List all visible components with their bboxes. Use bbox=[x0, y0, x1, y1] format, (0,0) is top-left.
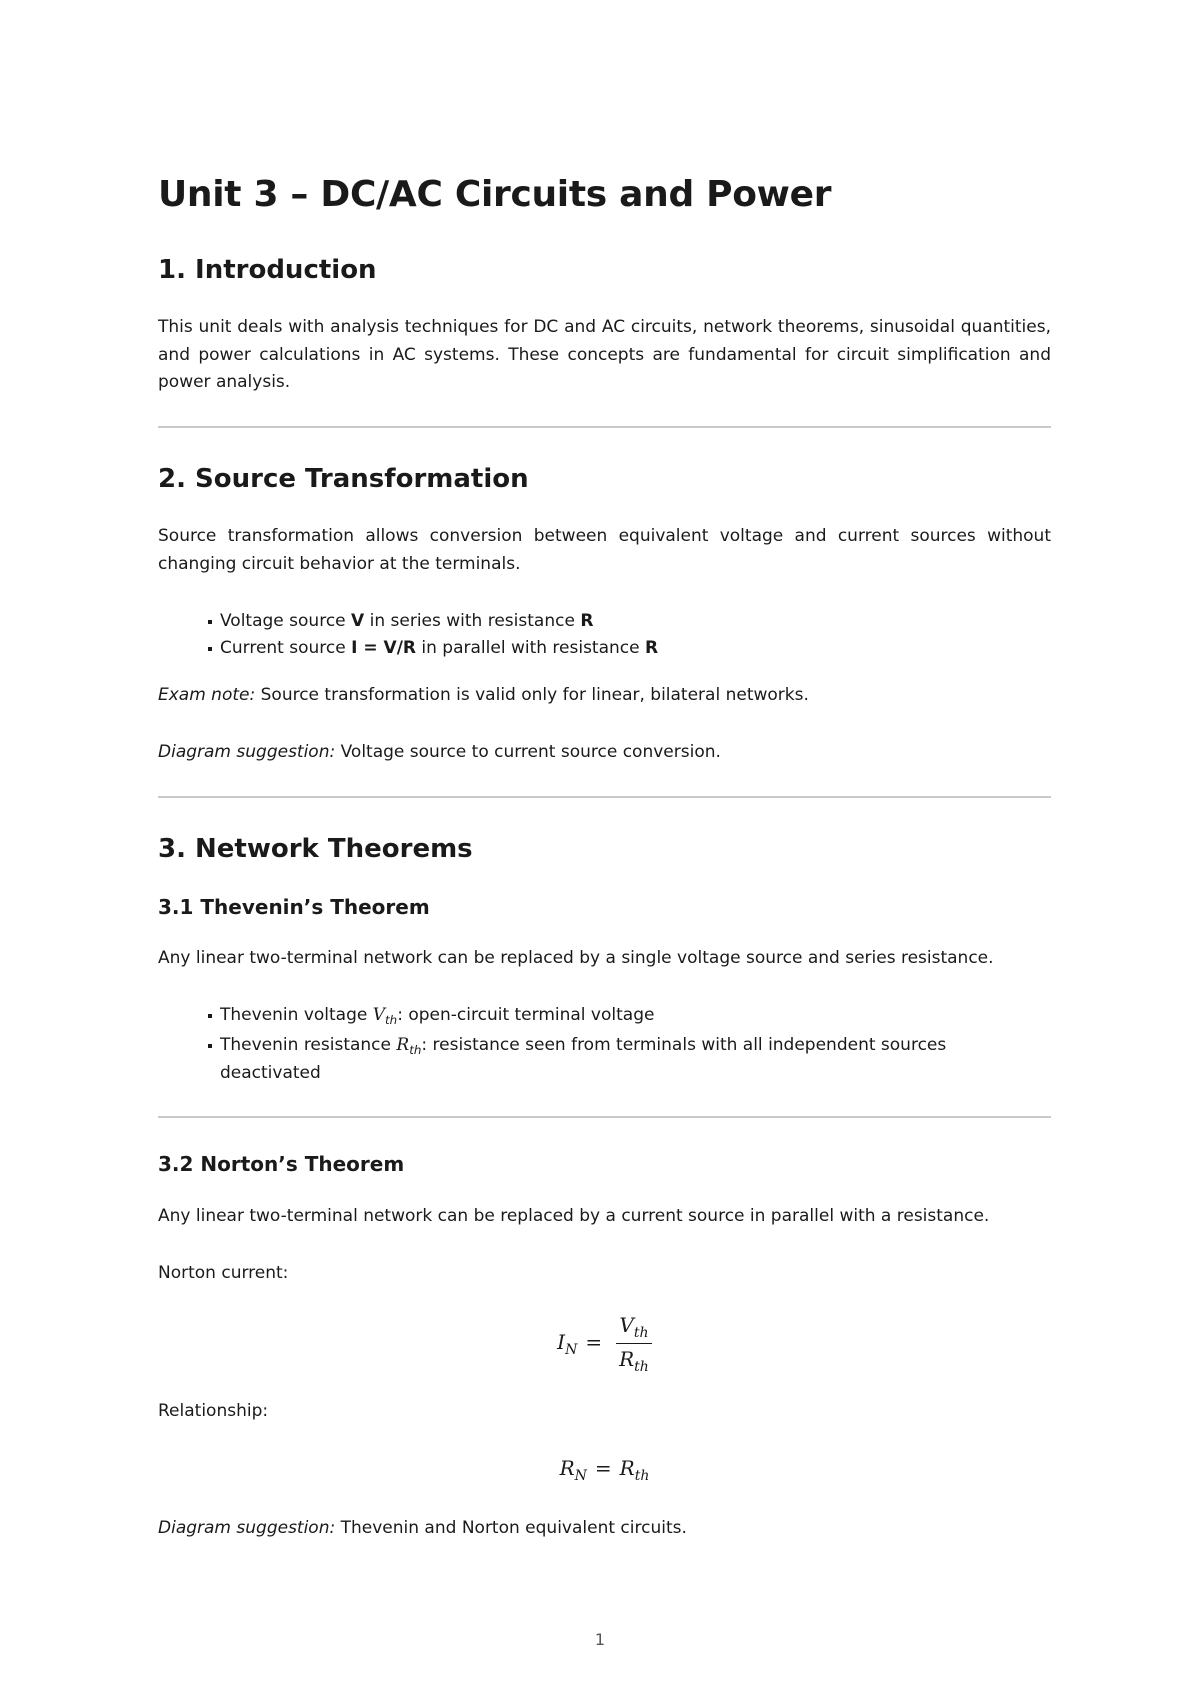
page-title: Unit 3 – DC/AC Circuits and Power bbox=[158, 174, 832, 215]
norton-paragraph: Any linear two-terminal network can be replaced by a current source in parallel with a resistance. bbox=[158, 1206, 990, 1226]
exam-note-label: Exam note: bbox=[158, 685, 256, 705]
section-heading-introduction: 1. Introduction bbox=[158, 255, 377, 285]
diagram-suggestion: Diagram suggestion: Voltage source to current source conversion. bbox=[158, 742, 721, 762]
fraction: $\frac{V_{th}}{R_{th}}$ bbox=[616, 1312, 652, 1375]
list-item: Thevenin voltage $V_{th}$: open-circuit terminal voltage bbox=[206, 1002, 1006, 1030]
source-transformation-list bbox=[206, 608, 1006, 662]
norton-relationship-formula: $R_N = R_{th}$ bbox=[559, 1456, 650, 1484]
section-divider bbox=[158, 1116, 1051, 1118]
page-number: 1 bbox=[594, 1630, 606, 1649]
section-divider bbox=[158, 426, 1051, 428]
diagram-suggestion-label: Diagram suggestion: bbox=[158, 742, 336, 762]
diagram-suggestion: Diagram suggestion: Thevenin and Norton equivalent circuits. bbox=[158, 1518, 687, 1538]
section-divider bbox=[158, 796, 1051, 798]
diagram-suggestion-label: Diagram suggestion: bbox=[158, 1518, 336, 1538]
list-item: Thevenin resistance $R_{th}$: resistance seen from terminals with all independent sources deactivated bbox=[206, 1032, 1006, 1087]
introduction-paragraph: This unit deals with analysis techniques for DC and AC circuits, network theorems, sinusoidal quantities, and power calculations in AC systems. These concepts are fundamental for circuit simplification and power analysis. bbox=[158, 317, 1051, 392]
subsection-heading-norton: 3.2 Norton’s Theorem bbox=[158, 1152, 405, 1176]
norton-current-formula: $I_N$ = $\frac{V_{th}}{R_{th}}$ bbox=[158, 1312, 1051, 1375]
source-transformation-paragraph: Source transformation allows conversion between equivalent voltage and current sources without changing circuit behavior at the terminals. bbox=[158, 526, 1051, 574]
norton-current-label: Norton current: bbox=[158, 1263, 289, 1283]
list-item: Current source I = V/R in parallel with resistance R bbox=[206, 635, 1006, 662]
thevenin-paragraph: Any linear two-terminal network can be replaced by a single voltage source and series resistance. bbox=[158, 948, 994, 968]
subsection-heading-thevenin: 3.1 Thevenin’s Theorem bbox=[158, 895, 430, 919]
section-heading-source-transformation: 2. Source Transformation bbox=[158, 464, 529, 494]
section-heading-network-theorems: 3. Network Theorems bbox=[158, 834, 473, 864]
thevenin-list bbox=[206, 1002, 1006, 1087]
exam-note: Exam note: Source transformation is valid only for linear, bilateral networks. bbox=[158, 685, 809, 705]
relationship-label: Relationship: bbox=[158, 1401, 269, 1421]
list-item: Voltage source V in series with resistance R bbox=[206, 608, 1006, 635]
